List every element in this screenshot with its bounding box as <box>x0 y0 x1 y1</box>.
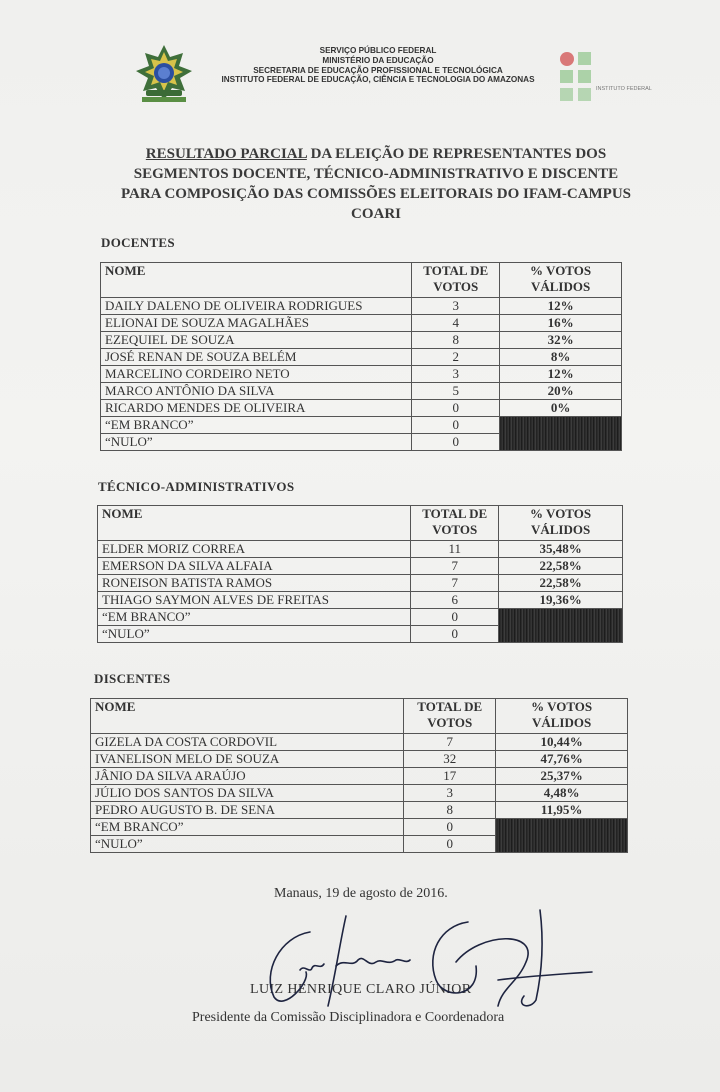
letterhead-line-4: INSTITUTO FEDERAL DE EDUCAÇÃO, CIÊNCIA E TECNOLOGIA DO AMAZONAS <box>221 75 535 85</box>
vote-count: 7 <box>411 575 499 592</box>
table-header-row <box>101 263 622 298</box>
results-table-tecnicos <box>97 505 623 643</box>
candidate-name: JÚLIO DOS SANTOS DA SILVA <box>91 785 404 802</box>
vote-count: 0 <box>412 400 500 417</box>
column-header-percent: % VOTOS VÁLIDOS <box>499 506 623 541</box>
table-row <box>91 785 628 802</box>
vote-percent: 20% <box>500 383 622 400</box>
document-title <box>96 144 656 224</box>
candidate-name: GIZELA DA COSTA CORDOVIL <box>91 734 404 751</box>
letterhead-line-2: MINISTÉRIO DA EDUCAÇÃO <box>322 55 434 65</box>
column-header-percent: % VOTOS VÁLIDOS <box>500 263 622 298</box>
column-header-name: NOME <box>91 699 404 734</box>
column-header-name: NOME <box>101 263 412 298</box>
vote-percent: 11,95% <box>496 802 628 819</box>
column-header-percent: % VOTOS VÁLIDOS <box>496 699 628 734</box>
candidate-name: JÂNIO DA SILVA ARAÚJO <box>91 768 404 785</box>
vote-count: 0 <box>412 417 500 434</box>
candidate-name: THIAGO SAYMON ALVES DE FREITAS <box>98 592 411 609</box>
column-header-total: TOTAL DE VOTOS <box>404 699 496 734</box>
vote-count: 6 <box>411 592 499 609</box>
section-label-docentes: DOCENTES <box>101 235 175 250</box>
vote-percent: 25,37% <box>496 768 628 785</box>
table-row <box>98 575 623 592</box>
vote-percent: 22,58% <box>499 575 623 592</box>
vote-count: 17 <box>404 768 496 785</box>
candidate-name: “EM BRANCO” <box>91 819 404 836</box>
table-row <box>98 541 623 558</box>
candidate-name: “EM BRANCO” <box>98 609 411 626</box>
candidate-name: RONEISON BATISTA RAMOS <box>98 575 411 592</box>
table-row <box>91 819 628 836</box>
brazil-coat-of-arms-icon <box>134 44 194 106</box>
vote-count: 8 <box>412 332 500 349</box>
vote-percent: 10,44% <box>496 734 628 751</box>
candidate-name: IVANELISON MELO DE SOUZA <box>91 751 404 768</box>
candidate-name: ELIONAI DE SOUZA MAGALHÃES <box>101 315 412 332</box>
table-row <box>98 592 623 609</box>
table-row <box>91 751 628 768</box>
vote-percent: 16% <box>500 315 622 332</box>
table-row <box>101 332 622 349</box>
handwritten-signature <box>240 902 600 1014</box>
vote-count: 0 <box>411 626 499 643</box>
candidate-name: “NULO” <box>101 434 412 451</box>
vote-percent: 12% <box>500 298 622 315</box>
candidate-name: EMERSON DA SILVA ALFAIA <box>98 558 411 575</box>
vote-count: 3 <box>412 298 500 315</box>
results-table-discentes <box>90 698 628 853</box>
place-and-date: Manaus, 19 de agosto de 2016. <box>274 886 448 901</box>
letterhead-line-1: SERVIÇO PÚBLICO FEDERAL <box>319 46 437 55</box>
section-label-tecnicos: TÉCNICO-ADMINISTRATIVOS <box>98 479 295 494</box>
blacked-out-cell <box>500 417 622 451</box>
vote-percent: 35,48% <box>499 541 623 558</box>
table-header-row <box>91 699 628 734</box>
candidate-name: “EM BRANCO” <box>101 417 412 434</box>
results-table-docentes <box>100 262 622 451</box>
table-row <box>101 298 622 315</box>
table-row <box>101 383 622 400</box>
title-line-3: PARA COMPOSIÇÃO DAS COMISSÕES ELEITORAIS DO IFAM-CAMPUS <box>120 186 632 202</box>
candidate-name: RICARDO MENDES DE OLIVEIRA <box>101 400 412 417</box>
candidate-name: ELDER MORIZ CORREA <box>98 541 411 558</box>
vote-count: 3 <box>404 785 496 802</box>
table-row <box>101 366 622 383</box>
ifam-logo-text: INSTITUTO FEDERAL <box>596 86 652 92</box>
vote-count: 7 <box>404 734 496 751</box>
vote-count: 11 <box>411 541 499 558</box>
vote-count: 0 <box>404 819 496 836</box>
vote-count: 0 <box>404 836 496 853</box>
vote-count: 0 <box>411 609 499 626</box>
table-row <box>91 768 628 785</box>
candidate-name: EZEQUIEL DE SOUZA <box>101 332 412 349</box>
vote-percent: 22,58% <box>499 558 623 575</box>
vote-count: 2 <box>412 349 500 366</box>
table-header-row <box>98 506 623 541</box>
candidate-name: MARCO ANTÔNIO DA SILVA <box>101 383 412 400</box>
title-underlined: RESULTADO PARCIAL <box>145 146 307 162</box>
title-line-2: SEGMENTOS DOCENTE, TÉCNICO-ADMINISTRATIVO E DISCENTE <box>133 166 619 182</box>
table-row <box>101 400 622 417</box>
vote-percent: 4,48% <box>496 785 628 802</box>
ifam-logo-icon <box>556 48 600 106</box>
table-row <box>98 609 623 626</box>
candidate-name: PEDRO AUGUSTO B. DE SENA <box>91 802 404 819</box>
candidate-name: DAILY DALENO DE OLIVEIRA RODRIGUES <box>101 298 412 315</box>
letterhead <box>130 44 670 110</box>
title-line-1: DA ELEIÇÃO DE REPRESENTANTES DOS <box>306 146 607 162</box>
table-row <box>98 558 623 575</box>
blacked-out-cell <box>496 819 628 853</box>
column-header-name: NOME <box>98 506 411 541</box>
vote-count: 5 <box>412 383 500 400</box>
vote-percent: 0% <box>500 400 622 417</box>
blacked-out-cell <box>499 609 623 643</box>
vote-count: 0 <box>412 434 500 451</box>
title-line-4: COARI <box>350 206 401 222</box>
vote-count: 4 <box>412 315 500 332</box>
vote-percent: 8% <box>500 349 622 366</box>
table-row <box>101 349 622 366</box>
candidate-name: MARCELINO CORDEIRO NETO <box>101 366 412 383</box>
vote-percent: 47,76% <box>496 751 628 768</box>
table-row <box>101 417 622 434</box>
candidate-name: JOSÉ RENAN DE SOUZA BELÉM <box>101 349 412 366</box>
signer-role: Presidente da Comissão Disciplinadora e Coordenadora <box>192 1010 505 1025</box>
table-row <box>101 315 622 332</box>
signer-name: LUIZ HENRIQUE CLARO JÚNIOR <box>250 982 472 997</box>
vote-count: 32 <box>404 751 496 768</box>
vote-count: 7 <box>411 558 499 575</box>
vote-percent: 32% <box>500 332 622 349</box>
table-row <box>91 734 628 751</box>
vote-percent: 19,36% <box>499 592 623 609</box>
candidate-name: “NULO” <box>91 836 404 853</box>
ifam-logo <box>556 48 666 106</box>
table-row <box>91 802 628 819</box>
candidate-name: “NULO” <box>98 626 411 643</box>
letterhead-text <box>208 46 548 85</box>
vote-count: 8 <box>404 802 496 819</box>
column-header-total: TOTAL DE VOTOS <box>411 506 499 541</box>
letterhead-line-3: SECRETARIA DE EDUCAÇÃO PROFISSIONAL E TECNOLÓGICA <box>253 65 503 75</box>
vote-percent: 12% <box>500 366 622 383</box>
section-label-discentes: DISCENTES <box>94 671 171 686</box>
vote-count: 3 <box>412 366 500 383</box>
column-header-total: TOTAL DE VOTOS <box>412 263 500 298</box>
